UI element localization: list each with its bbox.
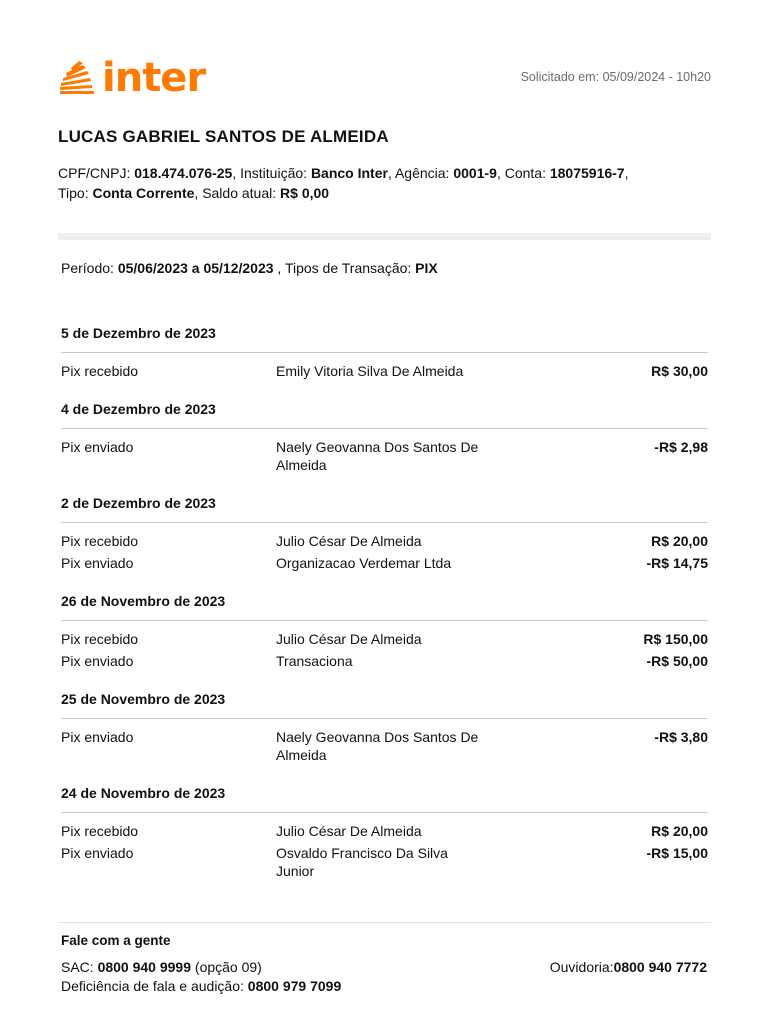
day-date: 4 de Dezembro de 2023 — [61, 401, 216, 417]
day-date: 2 de Dezembro de 2023 — [61, 495, 216, 511]
day-date: 24 de Novembro de 2023 — [61, 785, 226, 801]
day-date: 26 de Novembro de 2023 — [61, 593, 226, 609]
accessibility-number: 0800 979 7099 — [247, 978, 342, 994]
day-group — [61, 492, 708, 590]
transaction-type: Pix enviado — [61, 555, 134, 571]
account-value: 18075916-7 — [549, 165, 625, 181]
transaction-amount: R$ 20,00 — [651, 823, 708, 839]
day-group — [61, 590, 708, 688]
sac-number: 0800 940 9999 — [97, 959, 192, 975]
requested-date: Solicitado em: 05/09/2024 - 10h20 — [520, 70, 711, 84]
transaction-row — [61, 728, 708, 764]
balance-value: R$ 0,00 — [280, 185, 330, 201]
transaction-row — [61, 362, 708, 380]
footer-ombudsman: Ouvidoria:0800 940 7772 — [549, 959, 707, 975]
agency-value: 0001-9 — [453, 165, 497, 181]
transaction-row — [61, 822, 708, 840]
transaction-party: Julio César De Almeida — [276, 631, 422, 647]
day-divider — [61, 522, 708, 523]
transaction-party: Naely Geovanna Dos Santos De Almeida — [276, 439, 479, 473]
account-holder-name: LUCAS GABRIEL SANTOS DE ALMEIDA — [58, 127, 389, 146]
transaction-party: Naely Geovanna Dos Santos De Almeida — [276, 729, 479, 763]
footer-accessibility: Deficiência de fala e audição: 0800 979 7099 — [61, 978, 342, 994]
inter-logo — [58, 55, 218, 101]
transaction-party: Organizacao Verdemar Ltda — [276, 555, 452, 571]
transaction-amount: R$ 20,00 — [651, 533, 708, 549]
brand-wordmark: inter — [102, 55, 206, 101]
day-divider — [61, 352, 708, 353]
day-group — [61, 688, 708, 782]
cpf-value: 018.474.076-25 — [134, 165, 233, 181]
transaction-type: Pix recebido — [61, 631, 139, 647]
transaction-row — [61, 438, 708, 474]
account-type-value: Conta Corrente — [92, 185, 195, 201]
ombudsman-number: 0800 940 7772 — [613, 959, 707, 975]
transaction-amount: -R$ 3,80 — [654, 729, 708, 745]
period-value: 05/06/2023 a 05/12/2023 — [117, 260, 274, 276]
transaction-party: Transaciona — [276, 653, 353, 669]
footer-sac: SAC: 0800 940 9999 (opção 09) — [61, 959, 262, 975]
sunburst-icon — [58, 58, 98, 98]
day-divider — [61, 620, 708, 621]
day-group — [61, 322, 708, 398]
day-group — [61, 782, 708, 898]
transaction-party: Julio César De Almeida — [276, 533, 422, 549]
transaction-row — [61, 652, 708, 670]
page-header — [58, 55, 711, 102]
transaction-type: Pix enviado — [61, 845, 134, 861]
transaction-row — [61, 844, 708, 880]
period-filter: Período: 05/06/2023 a 05/12/2023 , Tipos de Transação: PIX — [61, 260, 438, 276]
transaction-type: Pix enviado — [61, 653, 134, 669]
transaction-type: Pix recebido — [61, 363, 139, 379]
transaction-amount: -R$ 14,75 — [646, 555, 708, 571]
footer-title: Fale com a gente — [61, 933, 171, 948]
day-divider — [61, 428, 708, 429]
transaction-amount: R$ 30,00 — [651, 363, 708, 379]
transaction-party: Osvaldo Francisco Da Silva Junior — [276, 845, 448, 879]
transaction-amount: -R$ 50,00 — [646, 653, 708, 669]
account-info: CPF/CNPJ: 018.474.076-25, Instituição: Banco Inter, Agência: 0001-9, Conta: 18075916-7, Tipo: Conta Corrente, Saldo atual: R$ 0,00 — [58, 165, 629, 201]
institution-value: Banco Inter — [310, 165, 388, 181]
footer-divider — [58, 922, 711, 923]
transaction-amount: R$ 150,00 — [643, 631, 708, 647]
transaction-list — [61, 322, 708, 898]
transaction-type-value: PIX — [415, 260, 438, 276]
day-date: 25 de Novembro de 2023 — [61, 691, 226, 707]
day-group — [61, 398, 708, 492]
day-date: 5 de Dezembro de 2023 — [61, 325, 216, 341]
day-divider — [61, 718, 708, 719]
transaction-type: Pix enviado — [61, 439, 134, 455]
transaction-amount: -R$ 2,98 — [654, 439, 708, 455]
day-divider — [61, 812, 708, 813]
transaction-party: Emily Vitoria Silva De Almeida — [276, 363, 464, 379]
transaction-amount: -R$ 15,00 — [646, 845, 708, 861]
transaction-party: Julio César De Almeida — [276, 823, 422, 839]
transaction-type: Pix enviado — [61, 729, 134, 745]
transaction-type: Pix recebido — [61, 533, 139, 549]
transaction-type: Pix recebido — [61, 823, 139, 839]
transaction-row — [61, 630, 708, 648]
transaction-row — [61, 554, 708, 572]
section-divider — [58, 233, 711, 240]
transaction-row — [61, 532, 708, 550]
